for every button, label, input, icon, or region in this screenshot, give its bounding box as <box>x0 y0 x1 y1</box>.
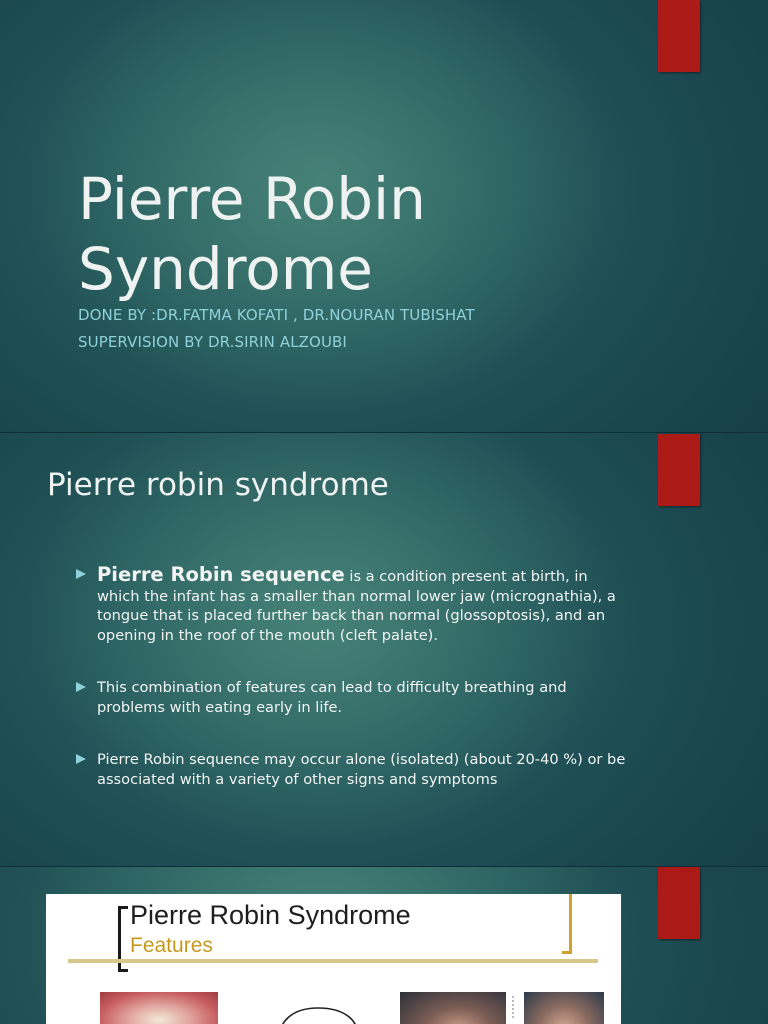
slide-title: Pierre robin syndrome <box>47 467 389 503</box>
features-image <box>46 894 621 1024</box>
photo-caption-vertical <box>508 994 518 1022</box>
title-slide <box>0 0 768 432</box>
red-bar-marker <box>658 867 700 939</box>
infant-face-photo <box>524 992 604 1024</box>
bullet-item <box>76 565 626 645</box>
bracket-right-decoration <box>562 894 572 954</box>
image-subtitle: Features <box>130 934 213 957</box>
supervisor-line: SUPERVISION BY DR.SIRIN ALZOUBI <box>78 333 347 351</box>
triangle-right-icon <box>76 569 86 579</box>
presentation-title: Pierre Robin Syndrome <box>78 165 426 303</box>
image-title: Pierre Robin Syndrome <box>130 900 411 930</box>
authors-line: DONE BY :DR.FATMA KOFATI , DR.NOURAN TUBISHAT <box>78 306 475 324</box>
bullet-text: Pierre Robin sequence may occur alone (isolated) (about 20-40 %) or be associated with a variety of other signs and symptoms <box>97 751 626 788</box>
bullet-bold-term: Pierre Robin sequence <box>97 563 345 586</box>
bullet-text: This combination of features can lead to difficulty breathing and problems with eating early in life. <box>97 679 567 716</box>
bullet-item <box>76 678 626 717</box>
red-bar-marker <box>658 0 700 72</box>
triangle-right-icon <box>76 682 86 692</box>
triangle-right-icon <box>76 754 86 764</box>
content-slide <box>0 432 768 866</box>
divider <box>68 959 598 963</box>
infant-profile-photo <box>400 992 506 1024</box>
bullet-item <box>76 750 626 789</box>
mouth-photo <box>100 992 218 1024</box>
bullet-text: is a condition present at birth, in which the infant has a smaller than normal lower jaw (micrognathia), a tongue that is placed further back than normal (glossoptosis), and an opening in the roof of the mouth (cleft palate). <box>97 568 616 644</box>
jaw-outline-drawing <box>274 1002 364 1024</box>
image-slide <box>0 866 768 1024</box>
bullet-list <box>76 565 626 789</box>
red-bar-marker <box>658 434 700 506</box>
